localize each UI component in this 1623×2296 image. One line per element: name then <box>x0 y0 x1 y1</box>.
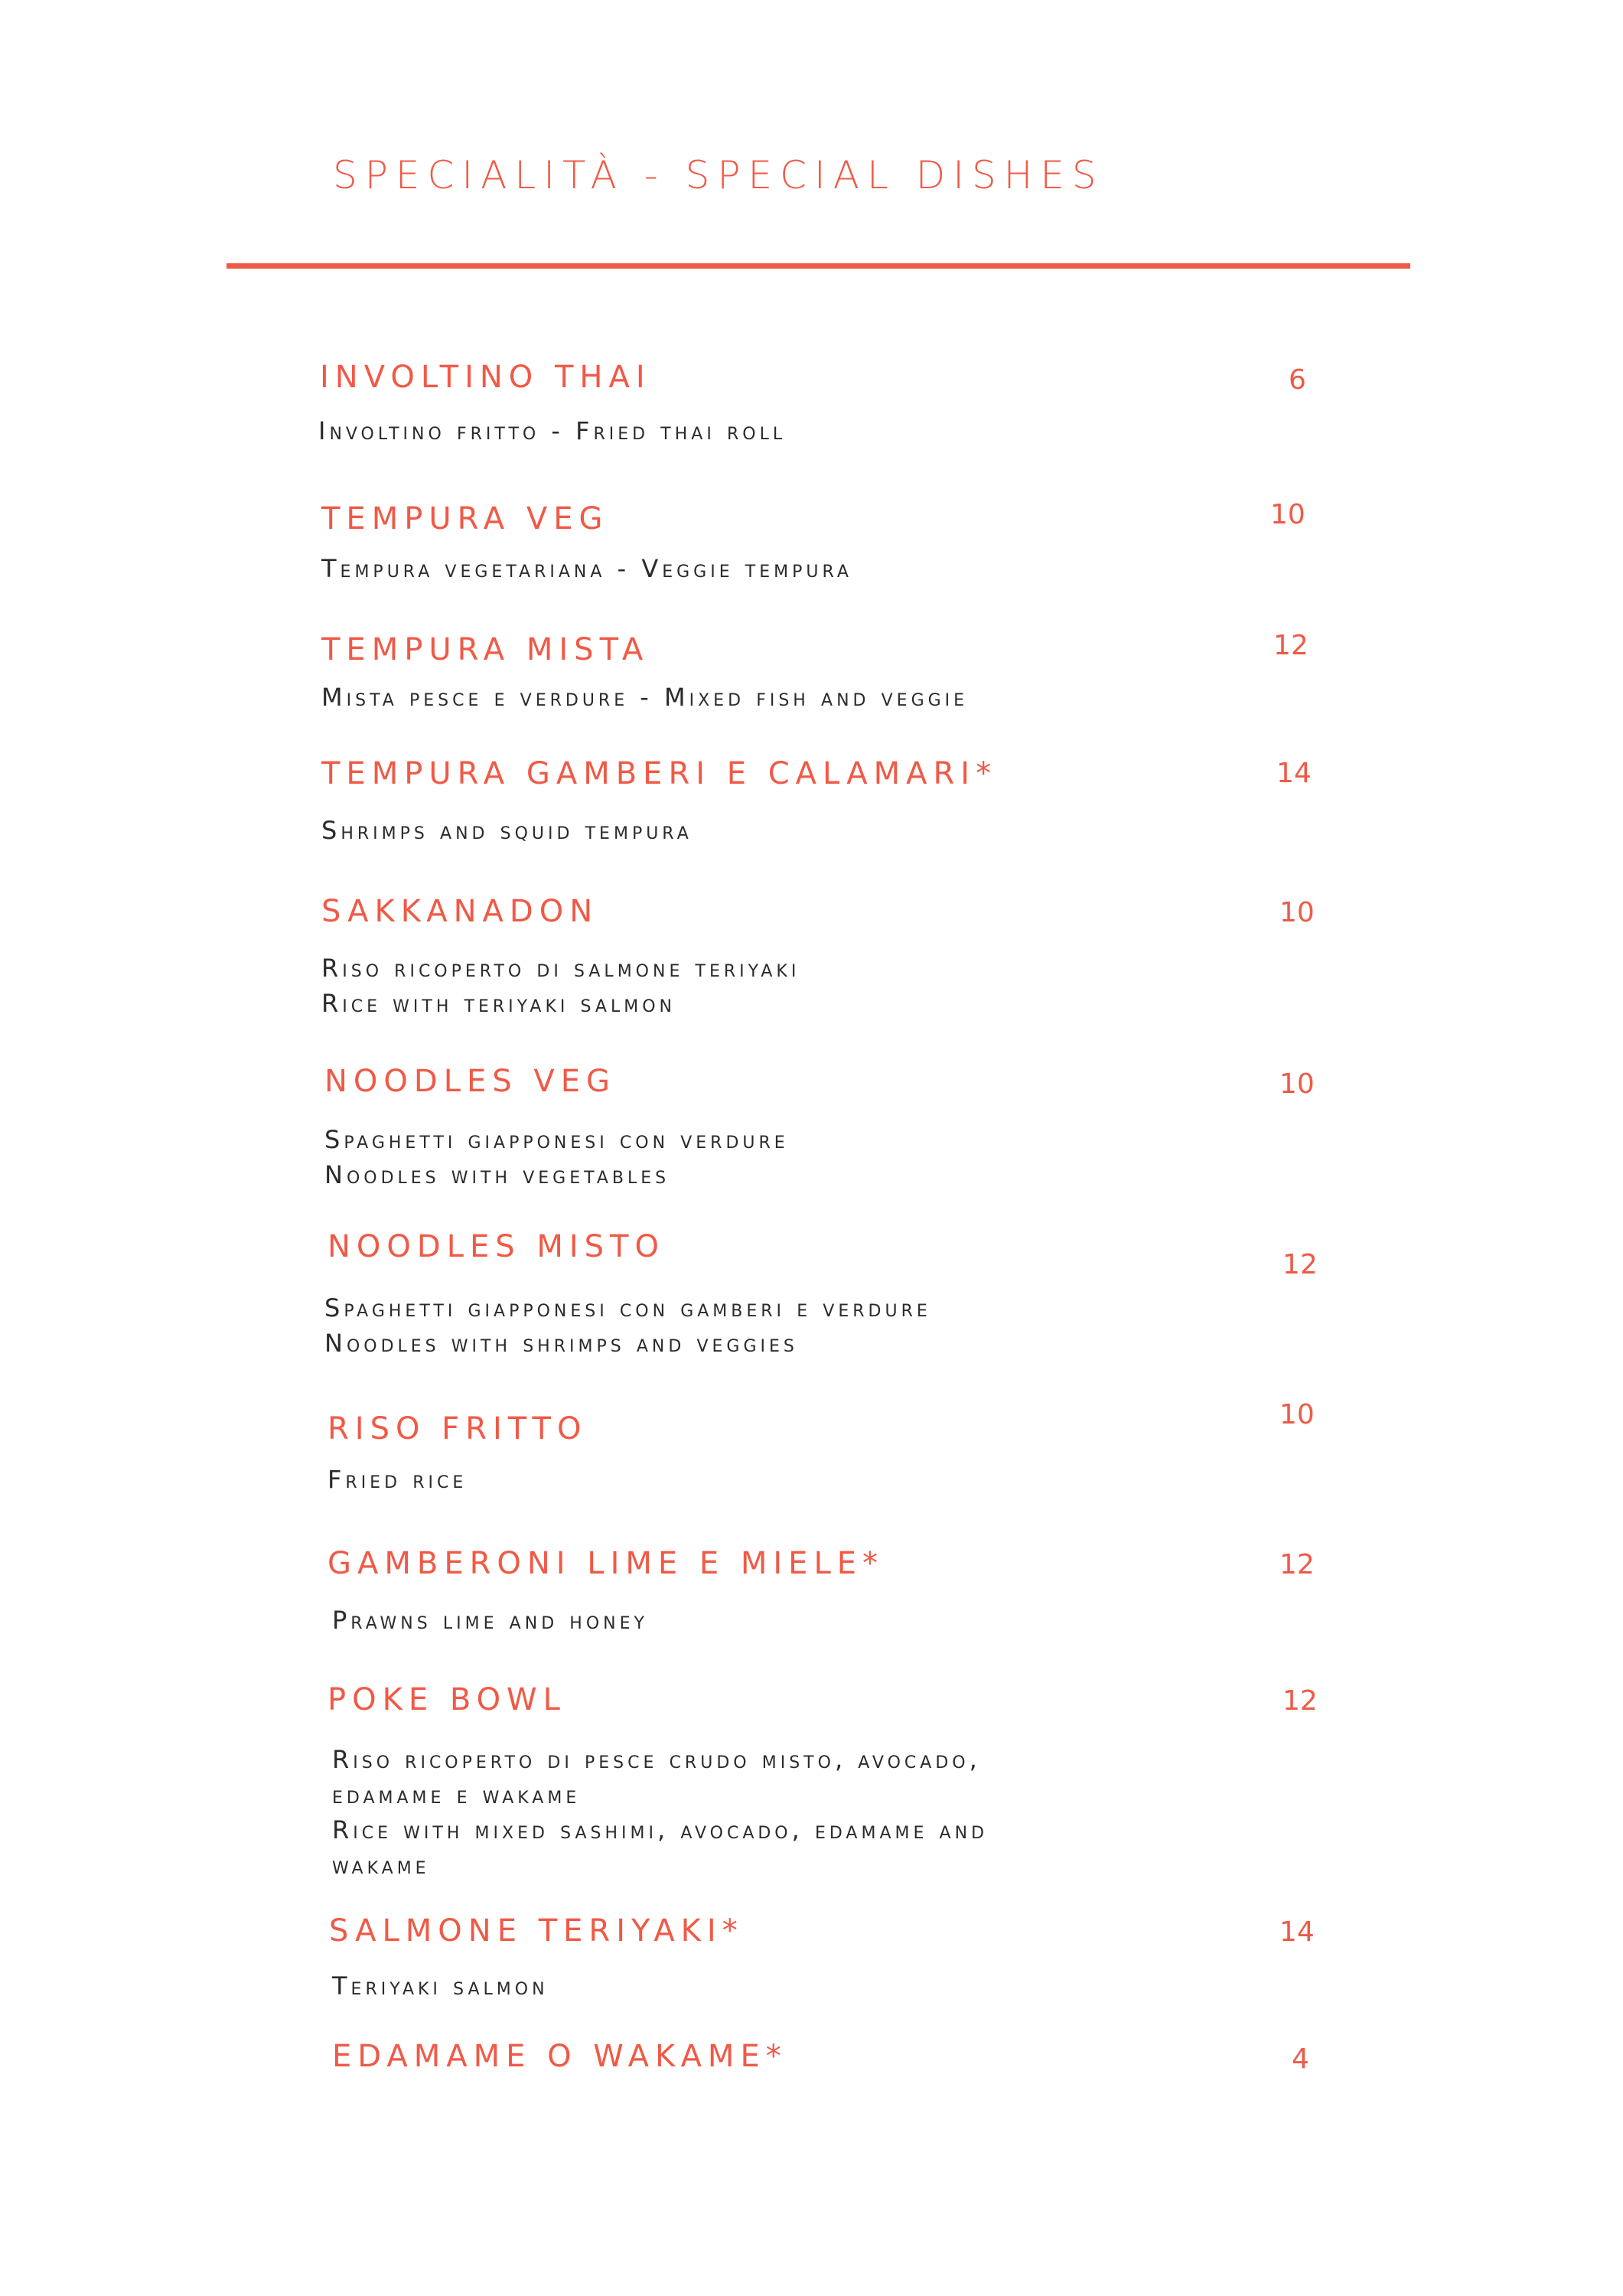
dish-description <box>332 1603 648 1638</box>
dish-description-line: Noodles with vegetables <box>324 1160 670 1189</box>
dish-price: 12 <box>1273 630 1309 661</box>
dish-name: SAKKANADON <box>321 894 599 929</box>
dish-price: 10 <box>1270 499 1305 530</box>
page-title: SPECIALITÀ - SPECIAL DISHES <box>333 153 1104 197</box>
dish-description-line: Noodles with shrimps and veggies <box>324 1329 798 1358</box>
dish-description-line: Fried rice <box>328 1465 468 1494</box>
dish-description-line: Mista pesce e verdure - Mixed fish and veggie <box>321 683 969 712</box>
dish-name: INVOLTINO THAI <box>320 360 651 395</box>
dish-name: TEMPURA MISTA <box>321 632 650 667</box>
dish-price: 12 <box>1282 1685 1318 1717</box>
dish-price: 6 <box>1289 364 1306 396</box>
dish-name: GAMBERONI LIME E MIELE* <box>328 1546 885 1581</box>
dish-name: NOODLES MISTO <box>328 1229 665 1264</box>
dish-description <box>318 413 786 448</box>
dish-name: TEMPURA GAMBERI E CALAMARI* <box>321 756 998 791</box>
dish-description-line: Rice with mixed sashimi, avocado, edamame and <box>332 1815 989 1844</box>
dish-description-line: Prawns lime and honey <box>332 1606 648 1635</box>
dish-description-line: Teriyaki salmon <box>332 1971 549 2001</box>
dish-description <box>321 813 693 848</box>
dish-description <box>324 1290 931 1361</box>
dish-description <box>321 551 852 586</box>
dish-price: 14 <box>1276 758 1312 789</box>
dish-description-line: Shrimps and squid tempura <box>321 816 693 845</box>
dish-description <box>332 1968 549 2004</box>
title-divider <box>227 263 1410 269</box>
dish-description-line: edamame e wakame <box>332 1780 581 1809</box>
dish-description <box>321 951 800 1021</box>
dish-description-line: Tempura vegetariana - Veggie tempura <box>321 554 852 583</box>
dish-description-line: wakame <box>332 1851 430 1880</box>
dish-name: POKE BOWL <box>328 1682 566 1717</box>
dish-description <box>332 1742 988 1883</box>
dish-price: 12 <box>1279 1549 1315 1580</box>
dish-price: 14 <box>1279 1916 1315 1948</box>
dish-description <box>321 680 968 715</box>
dish-price: 10 <box>1279 1068 1315 1100</box>
dish-description-line: Involtino fritto - Fried thai roll <box>318 416 787 445</box>
dish-description-line: Riso ricoperto di pesce crudo misto, avocado, <box>332 1745 981 1774</box>
dish-name: SALMONE TERIYAKI* <box>329 1913 744 1949</box>
dish-description-line: Rice with teriyaki salmon <box>321 989 676 1018</box>
dish-description-line: Spaghetti giapponesi con verdure <box>324 1125 789 1154</box>
dish-name: EDAMAME O WAKAME* <box>332 2039 787 2074</box>
dish-description <box>324 1122 789 1192</box>
dish-name: RISO FRITTO <box>328 1411 588 1446</box>
dish-description-line: Riso ricoperto di salmone teriyaki <box>321 954 800 983</box>
dish-price: 12 <box>1282 1249 1318 1280</box>
dish-price: 4 <box>1292 2043 1309 2075</box>
dish-price: 10 <box>1279 897 1315 928</box>
dish-description-line: Spaghetti giapponesi con gamberi e verdure <box>324 1293 931 1322</box>
dish-name: NOODLES VEG <box>324 1064 616 1099</box>
dish-description <box>328 1462 467 1497</box>
dish-name: TEMPURA VEG <box>321 501 609 536</box>
dish-price: 10 <box>1279 1399 1315 1430</box>
